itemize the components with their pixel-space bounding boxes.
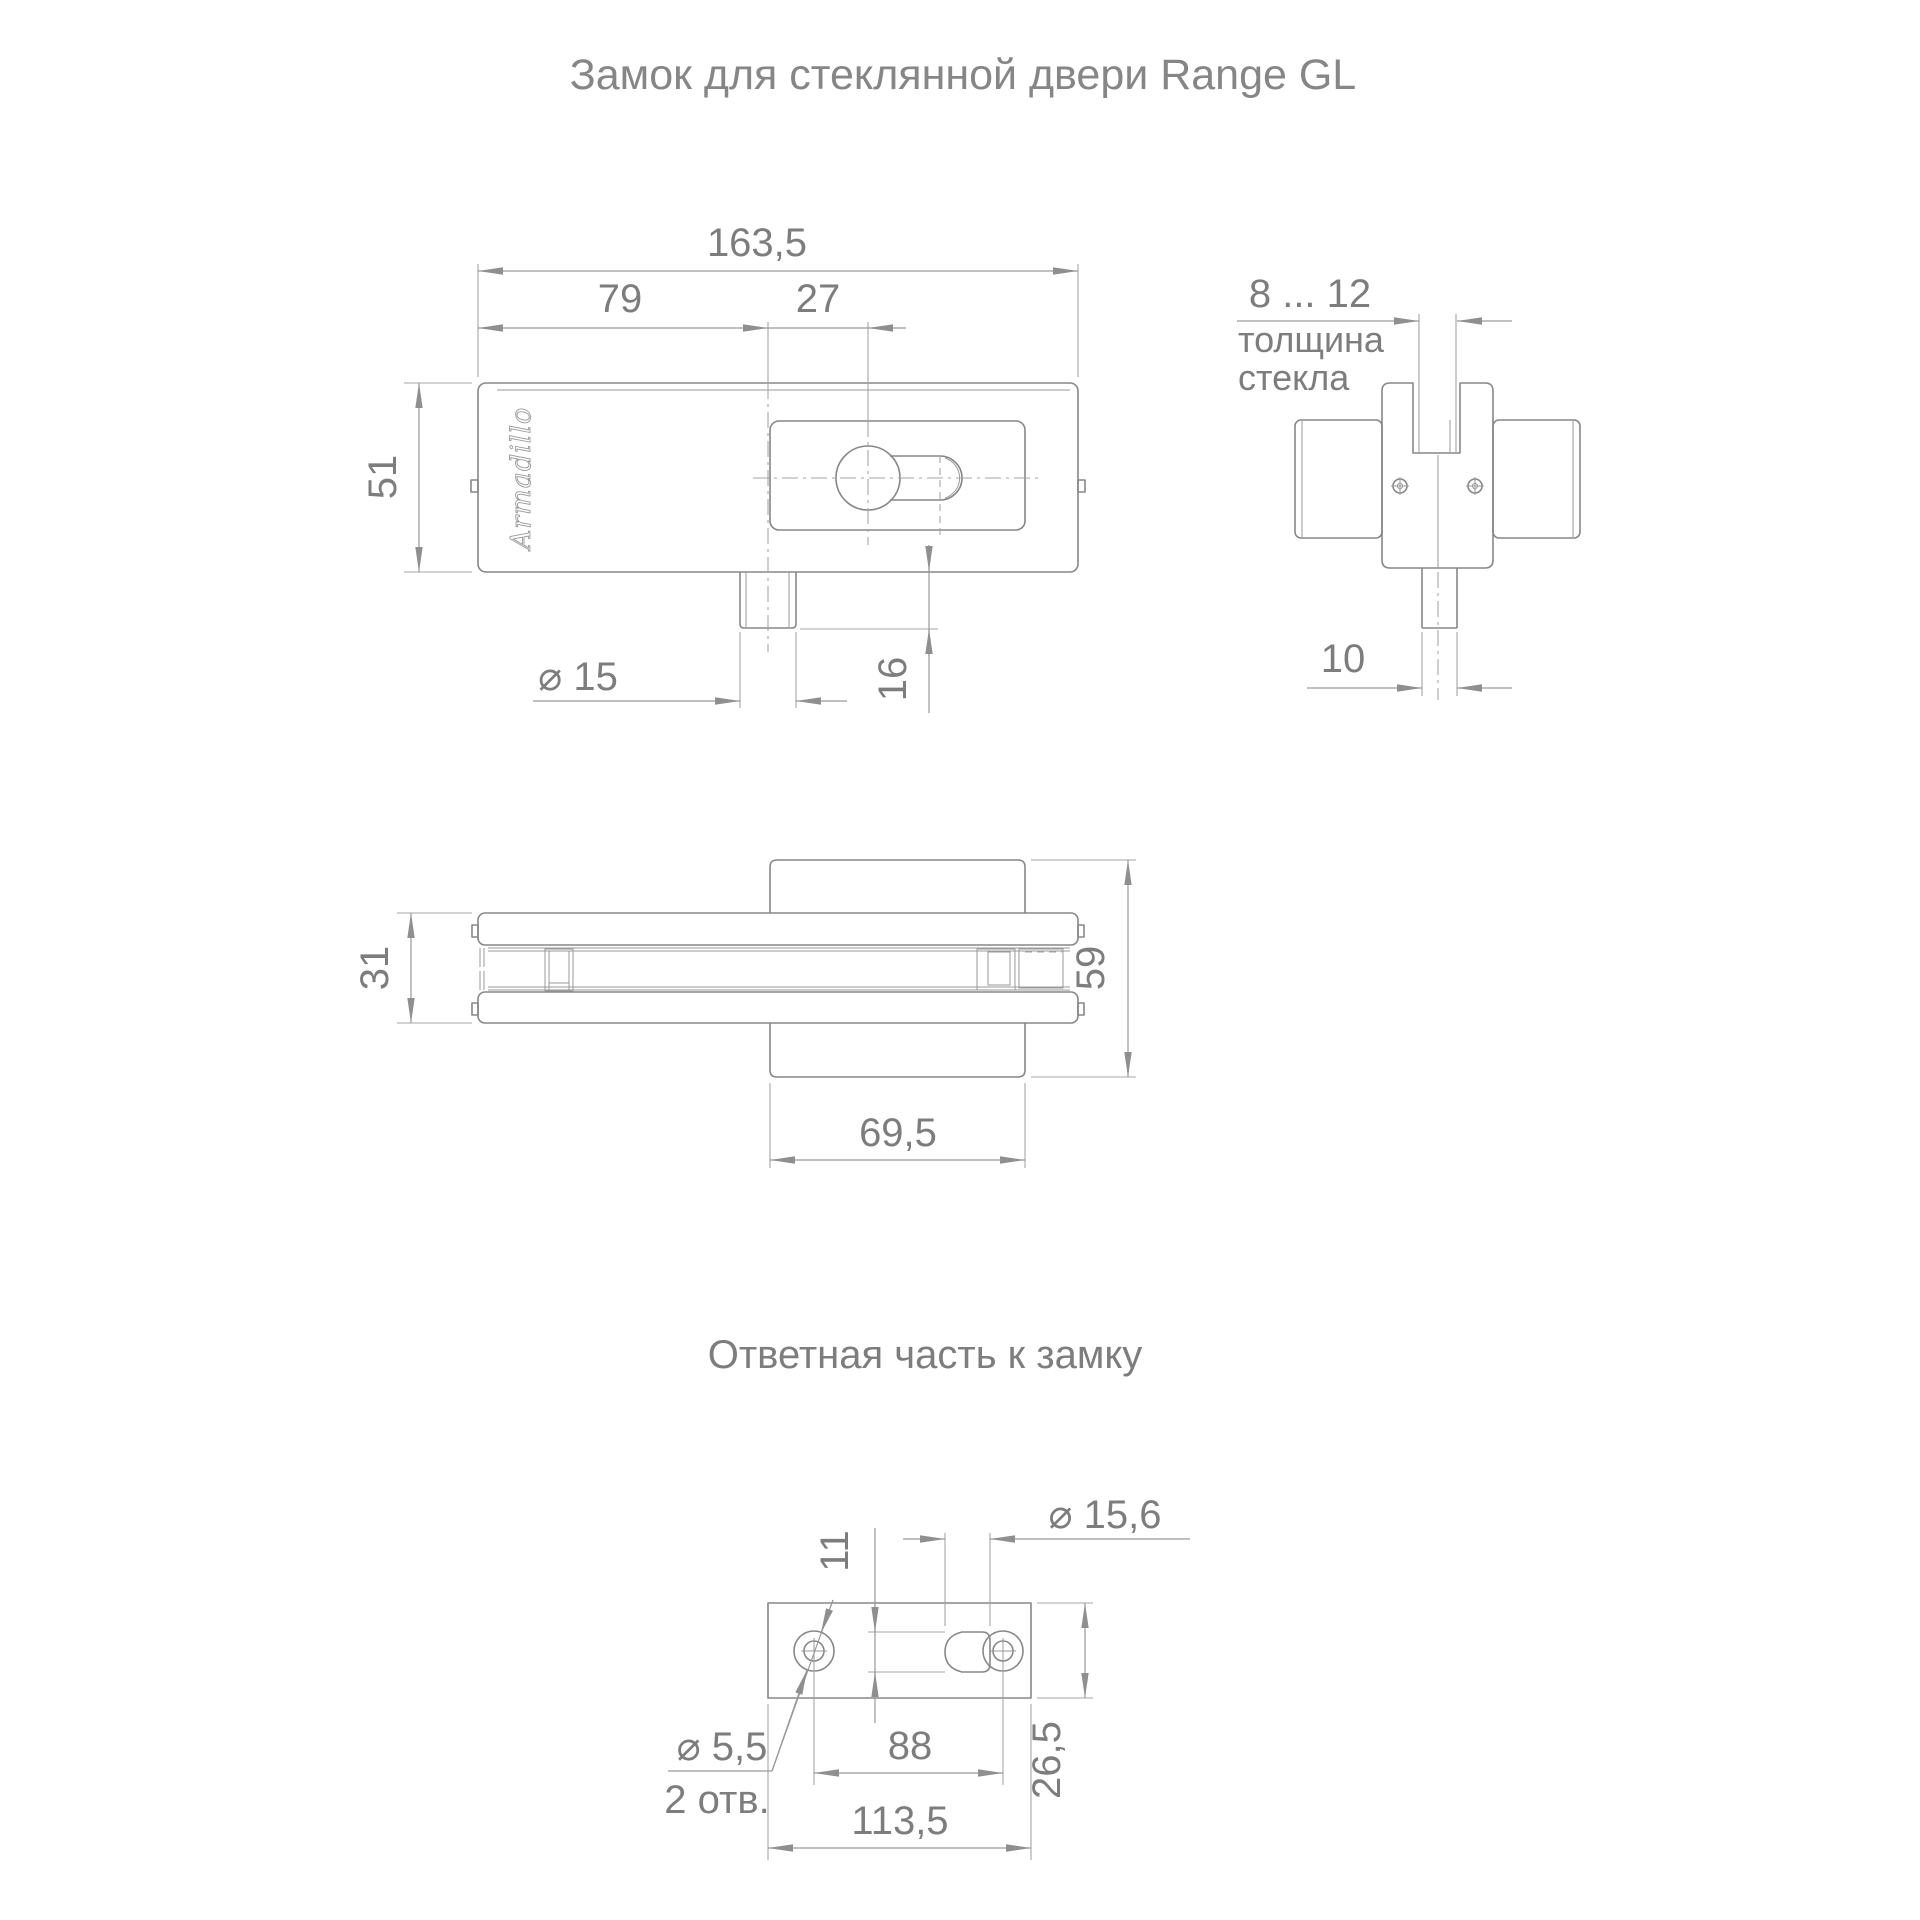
glass-gap-section xyxy=(480,948,1070,991)
side-view xyxy=(1237,272,1580,700)
dim-bolt-width xyxy=(1307,632,1512,696)
upper-housing-block xyxy=(770,860,1025,913)
dim-slot-height xyxy=(813,1528,945,1723)
dim-body-height-value: 51 xyxy=(361,454,405,500)
glass-label-line2: стекла xyxy=(1238,357,1350,398)
dim-plate-height-value: 26,5 xyxy=(1025,1721,1069,1799)
side-bolt xyxy=(1422,568,1457,628)
dim-bolt-protrusion xyxy=(800,545,938,713)
dim-width-total-value: 163,5 xyxy=(706,221,808,265)
dim-housing-width-value: 69,5 xyxy=(859,1111,937,1155)
brand-logo: Armadillo xyxy=(506,406,537,550)
dim-glass-thickness xyxy=(1237,272,1512,398)
dim-cylinder-offset xyxy=(768,277,906,328)
dim-hole-spacing xyxy=(814,1663,1003,1785)
dim-plate-height xyxy=(1025,1603,1093,1799)
front-view xyxy=(361,221,1085,713)
strike-plate-heading: Ответная часть к замку xyxy=(707,1333,1143,1377)
dim-total-depth-value: 59 xyxy=(1069,945,1113,991)
dim-bolt-diameter xyxy=(533,632,847,708)
dim-bolt-offset-value: 79 xyxy=(597,277,643,321)
dim-bolt-diameter-value: ⌀ 15 xyxy=(538,655,618,699)
plan-tab-bottom-left xyxy=(472,1003,478,1015)
plan-tab-top-right xyxy=(1078,925,1084,937)
strike-plate-view xyxy=(664,1493,1190,1860)
page-title: Замок для стеклянной двери Range GL xyxy=(569,51,1357,99)
dim-plate-width-value: 113,5 xyxy=(851,1799,949,1843)
dim-plate-stack-value: 31 xyxy=(353,945,397,991)
screw-hole-count-value: 2 отв. xyxy=(664,1778,770,1822)
right-edge-screw xyxy=(1078,480,1085,492)
dim-bolt-width-value: 10 xyxy=(1320,637,1366,681)
lower-clamp-plate xyxy=(478,992,1078,1023)
dim-body-height xyxy=(361,383,472,572)
plan-tab-top-left xyxy=(472,925,478,937)
cylinder-panel xyxy=(770,421,1025,530)
dim-glass-thickness-value: 8 ... 12 xyxy=(1248,272,1372,316)
screw-hole-diameter-value: ⌀ 5,5 xyxy=(676,1725,768,1769)
upper-clamp-plate xyxy=(478,913,1078,945)
left-housing-block xyxy=(1295,420,1382,538)
screw-hole-callout xyxy=(664,1600,833,1822)
right-housing-block xyxy=(1493,420,1580,538)
plan-tab-bottom-right xyxy=(1078,1003,1084,1015)
dim-width-total xyxy=(478,221,1078,377)
lower-housing-block xyxy=(770,1023,1025,1077)
dim-cylinder-offset-value: 27 xyxy=(795,277,841,321)
dim-slot-diameter xyxy=(903,1493,1190,1626)
dim-plate-stack xyxy=(353,913,472,1023)
dim-slot-diameter-value: ⌀ 15,6 xyxy=(1048,1493,1162,1537)
dim-housing-width xyxy=(770,1083,1025,1168)
dim-total-depth xyxy=(1031,860,1136,1077)
glass-label-line1: толщина xyxy=(1238,319,1384,360)
plan-view xyxy=(353,860,1136,1168)
dim-slot-height-value: 11 xyxy=(813,1530,857,1572)
left-edge-screw xyxy=(471,480,478,492)
dim-hole-spacing-value: 88 xyxy=(887,1724,933,1768)
dim-bolt-protrusion-value: 16 xyxy=(871,656,915,702)
